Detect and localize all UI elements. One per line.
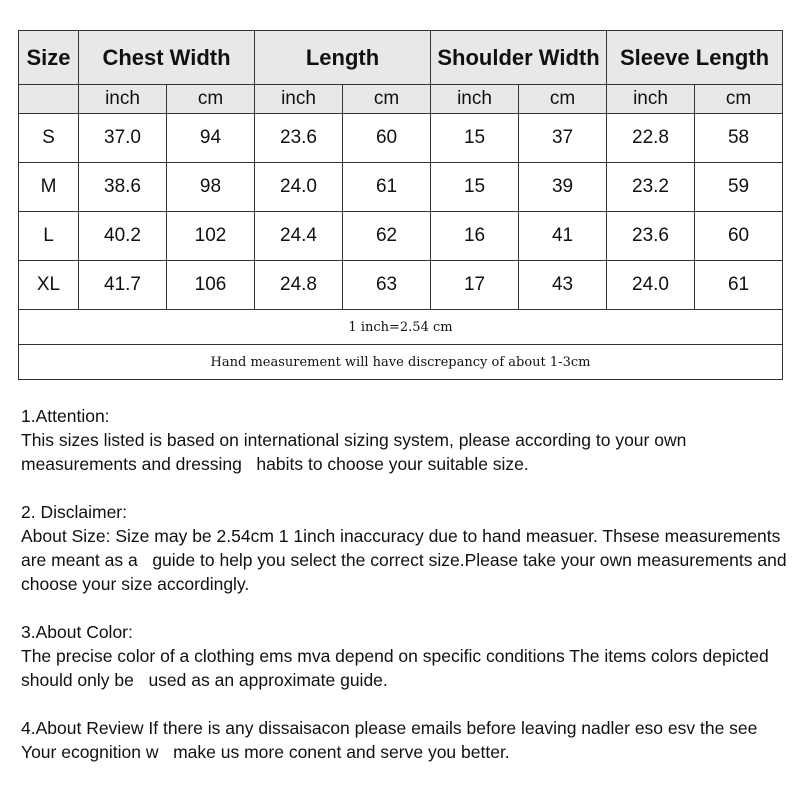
unit-cell: inch [255, 85, 343, 114]
size-cell: M [19, 163, 79, 212]
measurement-cell: 39 [519, 163, 607, 212]
header-length: Length [255, 31, 431, 85]
note-title: 3.About Color: [21, 622, 133, 642]
table-row [19, 261, 783, 310]
note-paragraph [21, 404, 791, 476]
table-row [19, 114, 783, 163]
measurement-cell: 24.0 [255, 163, 343, 212]
note-paragraph [21, 500, 791, 596]
measurement-cell: 24.0 [607, 261, 695, 310]
header-sleeve-length: Sleeve Length [607, 31, 783, 85]
measurement-cell: 41.7 [79, 261, 167, 310]
header-row [19, 31, 783, 85]
measurement-cell: 43 [519, 261, 607, 310]
measurement-cell: 62 [343, 212, 431, 261]
unit-cell: inch [431, 85, 519, 114]
measurement-cell: 59 [695, 163, 783, 212]
header-shoulder-width: Shoulder Width [431, 31, 607, 85]
measurement-cell: 24.8 [255, 261, 343, 310]
discrepancy-row [19, 345, 783, 380]
note-body: The precise color of a clothing ems mva depend on specific conditions The items colors depicted should only be used as an approximate guide. [21, 646, 774, 690]
measurement-cell: 15 [431, 114, 519, 163]
unit-cell: inch [79, 85, 167, 114]
size-chart-table [18, 30, 783, 380]
measurement-cell: 58 [695, 114, 783, 163]
unit-row [19, 85, 783, 114]
unit-cell: cm [695, 85, 783, 114]
measurement-cell: 41 [519, 212, 607, 261]
measurement-cell: 61 [343, 163, 431, 212]
measurement-cell: 63 [343, 261, 431, 310]
size-cell: L [19, 212, 79, 261]
measurement-cell: 17 [431, 261, 519, 310]
note-title: 1.Attention: [21, 406, 110, 426]
notes-section [21, 404, 791, 788]
measurement-cell: 24.4 [255, 212, 343, 261]
discrepancy-note: Hand measurement will have discrepancy of about 1-3cm [19, 345, 783, 380]
measurement-cell: 23.6 [607, 212, 695, 261]
measurement-cell: 38.6 [79, 163, 167, 212]
measurement-cell: 23.2 [607, 163, 695, 212]
unit-cell-empty [19, 85, 79, 114]
measurement-cell: 60 [695, 212, 783, 261]
header-size: Size [19, 31, 79, 85]
note-paragraph [21, 716, 791, 764]
measurement-cell: 22.8 [607, 114, 695, 163]
measurement-cell: 102 [167, 212, 255, 261]
note-body: This sizes listed is based on international sizing system, please according to your own measurements and dressing habits to choose your suitable size. [21, 430, 692, 474]
conversion-row [19, 310, 783, 345]
conversion-note: 1 inch=2.54 cm [19, 310, 783, 345]
measurement-cell: 37 [519, 114, 607, 163]
size-cell: XL [19, 261, 79, 310]
note-title: 2. Disclaimer: [21, 502, 127, 522]
size-cell: S [19, 114, 79, 163]
header-chest-width: Chest Width [79, 31, 255, 85]
measurement-cell: 61 [695, 261, 783, 310]
measurement-cell: 98 [167, 163, 255, 212]
table-row [19, 163, 783, 212]
measurement-cell: 40.2 [79, 212, 167, 261]
note-paragraph [21, 620, 791, 692]
measurement-cell: 60 [343, 114, 431, 163]
measurement-cell: 94 [167, 114, 255, 163]
measurement-cell: 106 [167, 261, 255, 310]
measurement-cell: 37.0 [79, 114, 167, 163]
measurement-cell: 23.6 [255, 114, 343, 163]
unit-cell: inch [607, 85, 695, 114]
unit-cell: cm [343, 85, 431, 114]
measurement-cell: 16 [431, 212, 519, 261]
unit-cell: cm [519, 85, 607, 114]
table-row [19, 212, 783, 261]
unit-cell: cm [167, 85, 255, 114]
note-body: About Size: Size may be 2.54cm 1 1inch inaccuracy due to hand measuer. Thsese measurements are meant as a guide to help you select the correct size.Please take your own measurements and choose your size accordingly. [21, 526, 792, 594]
measurement-cell: 15 [431, 163, 519, 212]
note-body: 4.About Review If there is any dissaisacon please emails before leaving nadler eso esv the see Your ecognition w make us more conent and serve you better. [21, 718, 762, 762]
